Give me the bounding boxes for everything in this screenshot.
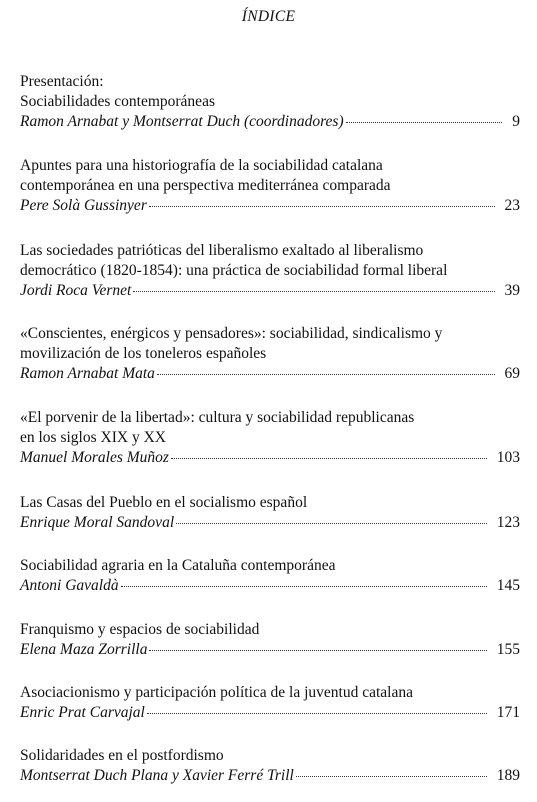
dot-leader (157, 374, 495, 375)
dot-leader (133, 291, 494, 292)
entry-author: Pere Solà Gussinyer (20, 197, 147, 214)
entry-page-number: 23 (504, 197, 520, 214)
entry-author-line (20, 640, 520, 660)
entry-title-line: «Conscientes, enérgicos y pensadores»: sociabilidad, sindicalismo y (20, 325, 443, 342)
entry-page-number: 189 (496, 767, 520, 784)
entry-page-number: 145 (496, 577, 520, 594)
entry-title-line: Sociabilidades contemporáneas (20, 93, 215, 110)
entry-author-line (20, 364, 520, 384)
entry-author-line (20, 513, 520, 533)
dot-leader (171, 458, 487, 459)
entry-author: Enric Prat Carvajal (20, 704, 145, 721)
toc-entry (20, 746, 520, 786)
toc-entry (20, 620, 520, 660)
entry-page-number: 171 (496, 704, 520, 721)
dot-leader (149, 650, 486, 651)
toc-entry (20, 324, 520, 384)
entry-title-line: Sociabilidad agraria en la Cataluña contemporánea (20, 557, 336, 574)
entry-page-number: 103 (496, 449, 520, 466)
entry-author-line (20, 196, 520, 216)
entry-author: Manuel Morales Muñoz (20, 449, 169, 466)
entry-title-line: Las Casas del Pueblo en el socialismo español (20, 494, 308, 511)
toc-entry (20, 556, 520, 596)
entry-author-line (20, 281, 520, 301)
entry-title-line: Apuntes para una historiografía de la sociabilidad catalana (20, 157, 383, 174)
dot-leader (296, 776, 487, 777)
toc-entry (20, 408, 520, 468)
entry-author-line (20, 112, 520, 132)
dot-leader (176, 523, 487, 524)
entry-author: Ramon Arnabat y Montserrat Duch (coordinadores) (20, 113, 344, 130)
toc-entry (20, 241, 520, 301)
entry-author: Antoni Gavaldà (20, 577, 119, 594)
entry-author: Enrique Moral Sandoval (20, 514, 175, 531)
toc-entry (20, 683, 520, 723)
toc-entry (20, 72, 520, 132)
entry-title-line: Presentación: (20, 73, 104, 90)
dot-leader (147, 713, 487, 714)
entry-title-line: contemporánea en una perspectiva mediterránea comparada (20, 177, 391, 194)
entry-author: Jordi Roca Vernet (20, 282, 132, 299)
entry-page-number: 39 (504, 282, 520, 299)
entry-title-line: Asociacionismo y participación política de la juventud catalana (20, 684, 413, 701)
entry-title-line: democrático (1820-1854): una práctica de sociabilidad formal liberal (20, 262, 448, 279)
entry-author-line (20, 576, 520, 596)
dot-leader (149, 206, 495, 207)
toc-entry (20, 493, 520, 533)
toc-entry (20, 156, 520, 216)
entry-author: Elena Maza Zorrilla (20, 641, 148, 658)
entry-title-line: en los siglos XIX y XX (20, 429, 166, 446)
entry-author-line (20, 703, 520, 723)
entry-page-number: 9 (512, 113, 520, 130)
entry-author-line (20, 766, 520, 786)
entry-author-line (20, 448, 520, 468)
entry-title-line: «El porvenir de la libertad»: cultura y sociabilidad republicanas (20, 409, 415, 426)
entry-page-number: 69 (504, 365, 520, 382)
entry-page-number: 123 (496, 514, 520, 531)
page-title: ÍNDICE (241, 8, 296, 25)
entry-title-line: movilización de los toneleros españoles (20, 345, 267, 362)
entry-title-line: Solidaridades en el postfordismo (20, 747, 224, 764)
dot-leader (346, 122, 503, 123)
entry-page-number: 155 (496, 641, 520, 658)
entry-author: Ramon Arnabat Mata (20, 365, 155, 382)
entry-title-line: Las sociedades patrióticas del liberalismo exaltado al liberalismo (20, 242, 424, 259)
entry-author: Montserrat Duch Plana y Xavier Ferré Trill (20, 767, 294, 784)
entry-title-line: Franquismo y espacios de sociabilidad (20, 621, 260, 638)
dot-leader (121, 586, 487, 587)
